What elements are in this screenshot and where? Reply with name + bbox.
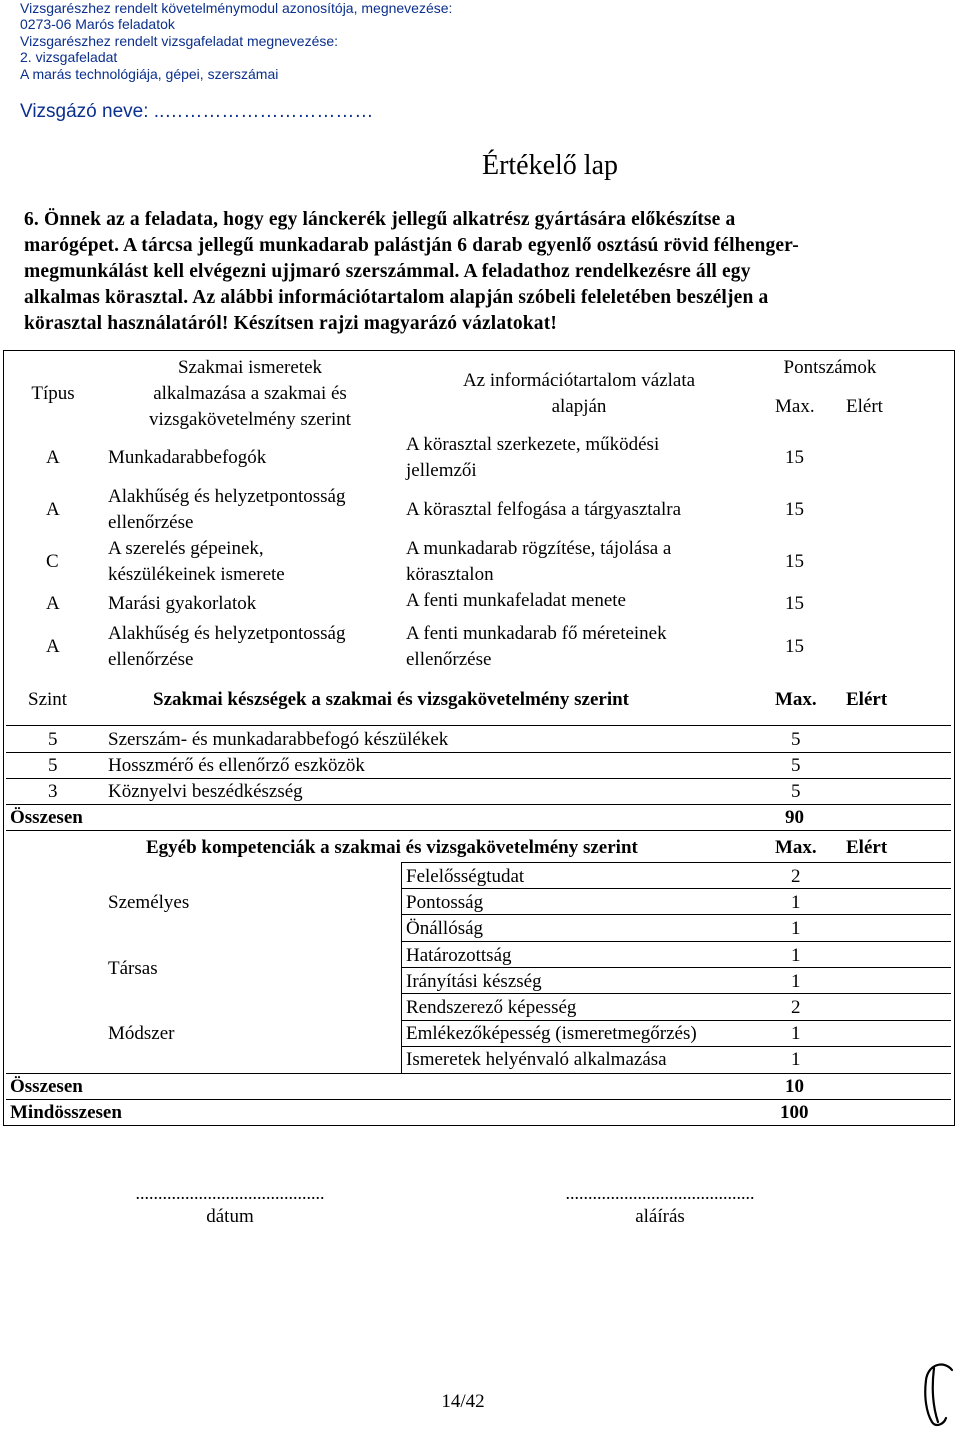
skill-max: 5 <box>791 755 801 776</box>
row-type: A <box>46 447 60 468</box>
task-line: megmunkálást kell elvégezni ujjmaró szerszámmal. A feladathoz rendelkezésre áll egy <box>24 261 751 282</box>
date-field <box>100 1182 360 1228</box>
column-header-info: alapján <box>551 396 607 417</box>
competence-group-social: Társas <box>108 958 158 979</box>
competence-max: 1 <box>791 945 801 966</box>
column-header-knowledge: alkalmazása a szakmai és <box>153 383 347 404</box>
task-line: körasztal használatáról! Készítsen rajzi magyarázó vázlatokat! <box>24 313 557 334</box>
row-divider <box>6 830 951 831</box>
header-task-label: Vizsgarészhez rendelt vizsgafeladat megnevezése: <box>20 32 339 49</box>
competence-item: Határozottság <box>406 945 512 966</box>
task-description <box>24 207 906 337</box>
skills-total-label: Összesen <box>10 807 83 828</box>
row-divider <box>6 1073 951 1074</box>
row-info: A körasztal felfogása a tárgyasztalra <box>406 499 682 520</box>
column-header-max: Max. <box>775 689 817 710</box>
row-divider <box>401 967 951 968</box>
page-title: Értékelő lap <box>481 150 619 181</box>
signature-field <box>530 1182 790 1228</box>
row-type: A <box>46 499 60 520</box>
column-header-level: Szint <box>28 689 68 710</box>
row-knowledge: A szerelés gépeinek, <box>108 538 264 559</box>
competence-group-method: Módszer <box>108 1023 175 1044</box>
competence-item: Önállóság <box>406 918 484 939</box>
row-knowledge: Marási gyakorlatok <box>108 593 257 614</box>
candidate-name-line: Vizsgázó neve: ..…………………………… <box>20 101 374 122</box>
row-knowledge: Alakhűség és helyzetpontosság <box>108 486 346 507</box>
skill-level: 3 <box>48 781 58 802</box>
skill-name: Szerszám- és munkadarabbefogó készülékek <box>108 729 449 750</box>
column-header-type: Típus <box>31 383 75 404</box>
column-header-max: Max. <box>775 837 817 858</box>
row-info: körasztalon <box>406 564 494 585</box>
row-divider <box>401 993 951 994</box>
row-info: jellemzői <box>406 460 477 481</box>
skill-name: Hosszmérő és ellenőrző eszközök <box>108 755 365 776</box>
row-type: A <box>46 636 60 657</box>
competence-max: 1 <box>791 918 801 939</box>
competence-item: Pontosság <box>406 892 484 913</box>
page-number: 14/42 <box>441 1391 485 1412</box>
header-module-name: 0273-06 Marós feladatok <box>20 16 175 33</box>
column-header-knowledge: Szakmai ismeretek <box>177 357 323 378</box>
task-line: marógépet. A tárcsa jellegű munkadarab palástján 6 darab egyenlő osztású rövid félhenger- <box>24 235 799 256</box>
column-header-skills: Szakmai készségek a szakmai és vizsgakövetelmény szerint <box>153 689 629 710</box>
competence-total-value: 10 <box>785 1076 804 1097</box>
section-divider <box>6 725 951 726</box>
row-divider <box>6 1099 951 1100</box>
document-header <box>20 0 452 82</box>
competence-item: Emlékezőképesség (ismeretmegőrzés) <box>406 1023 697 1044</box>
row-knowledge: ellenőrzése <box>108 512 194 533</box>
header-task-name: A marás technológiája, gépei, szerszámai <box>20 65 279 82</box>
task-line: alkalmas körasztal. Az alábbi információtartalom alapján szóbeli feleletében beszéljen a <box>24 287 769 308</box>
row-info: A fenti munkafeladat menete <box>406 590 626 611</box>
row-max-points: 15 <box>785 636 804 657</box>
row-type: A <box>46 593 60 614</box>
row-divider <box>401 941 951 942</box>
row-knowledge: ellenőrzése <box>108 649 194 670</box>
row-info: A munkadarab rögzítése, tájolása a <box>406 538 672 559</box>
competence-total-label: Összesen <box>10 1076 83 1097</box>
column-header-max: Max. <box>775 396 815 417</box>
row-type: C <box>46 551 59 572</box>
competence-item: Ismeretek helyénvaló alkalmazása <box>406 1049 667 1070</box>
row-info: A körasztal szerkezete, működési <box>406 434 660 455</box>
header-module-label: Vizsgarészhez rendelt követelménymodul azonosítója, megnevezése: <box>20 0 453 16</box>
task-line: 6. Önnek az a feladata, hogy egy lánckerék jellegű alkatrész gyártására előkészítse a <box>24 209 736 230</box>
skill-max: 5 <box>791 729 801 750</box>
competence-heading: Egyéb kompetenciák a szakmai és vizsgakövetelmény szerint <box>146 837 638 858</box>
date-label: dátum <box>206 1206 254 1227</box>
row-max-points: 15 <box>785 593 804 614</box>
row-divider <box>401 888 951 889</box>
row-knowledge: készülékeinek ismerete <box>108 564 285 585</box>
skills-total-value: 90 <box>785 807 804 828</box>
skill-level: 5 <box>48 755 58 776</box>
date-dots: .......................................... <box>135 1183 325 1203</box>
signature-dots: .......................................... <box>565 1183 755 1203</box>
row-max-points: 15 <box>785 499 804 520</box>
skill-level: 5 <box>48 729 58 750</box>
competence-max: 2 <box>791 997 801 1018</box>
competence-item: Irányítási készség <box>406 971 542 992</box>
competence-max: 2 <box>791 866 801 887</box>
row-knowledge: Alakhűség és helyzetpontosság <box>108 623 346 644</box>
competence-group-personal: Személyes <box>108 892 190 913</box>
column-header-achieved: Elért <box>846 837 888 858</box>
competence-item: Felelősségtudat <box>406 866 525 887</box>
header-task-number: 2. vizsgafeladat <box>20 49 118 66</box>
grand-total-label: Mindösszesen <box>10 1102 122 1123</box>
row-divider <box>401 914 951 915</box>
row-max-points: 15 <box>785 551 804 572</box>
grand-total-value: 100 <box>780 1102 809 1123</box>
column-header-info: Az információtartalom vázlata <box>462 370 696 391</box>
skill-max: 5 <box>791 781 801 802</box>
row-divider <box>401 862 951 863</box>
handwritten-initial-mark <box>918 1360 958 1432</box>
competence-max: 1 <box>791 892 801 913</box>
row-info: ellenőrzése <box>406 649 492 670</box>
column-header-points: Pontszámok <box>783 357 877 378</box>
column-header-knowledge: vizsgakövetelmény szerint <box>148 409 352 430</box>
row-knowledge: Munkadarabbefogók <box>108 447 267 468</box>
column-header-achieved: Elért <box>846 689 888 710</box>
row-divider <box>6 804 951 805</box>
competence-max: 1 <box>791 1023 801 1044</box>
competence-item: Rendszerező képesség <box>406 997 577 1018</box>
signature-label: aláírás <box>635 1206 685 1227</box>
competence-max: 1 <box>791 971 801 992</box>
column-header-achieved: Elért <box>846 396 883 417</box>
row-max-points: 15 <box>785 447 804 468</box>
row-info: A fenti munkadarab fő méreteinek <box>406 623 667 644</box>
skill-name: Köznyelvi beszédkészség <box>108 781 303 802</box>
competence-max: 1 <box>791 1049 801 1070</box>
